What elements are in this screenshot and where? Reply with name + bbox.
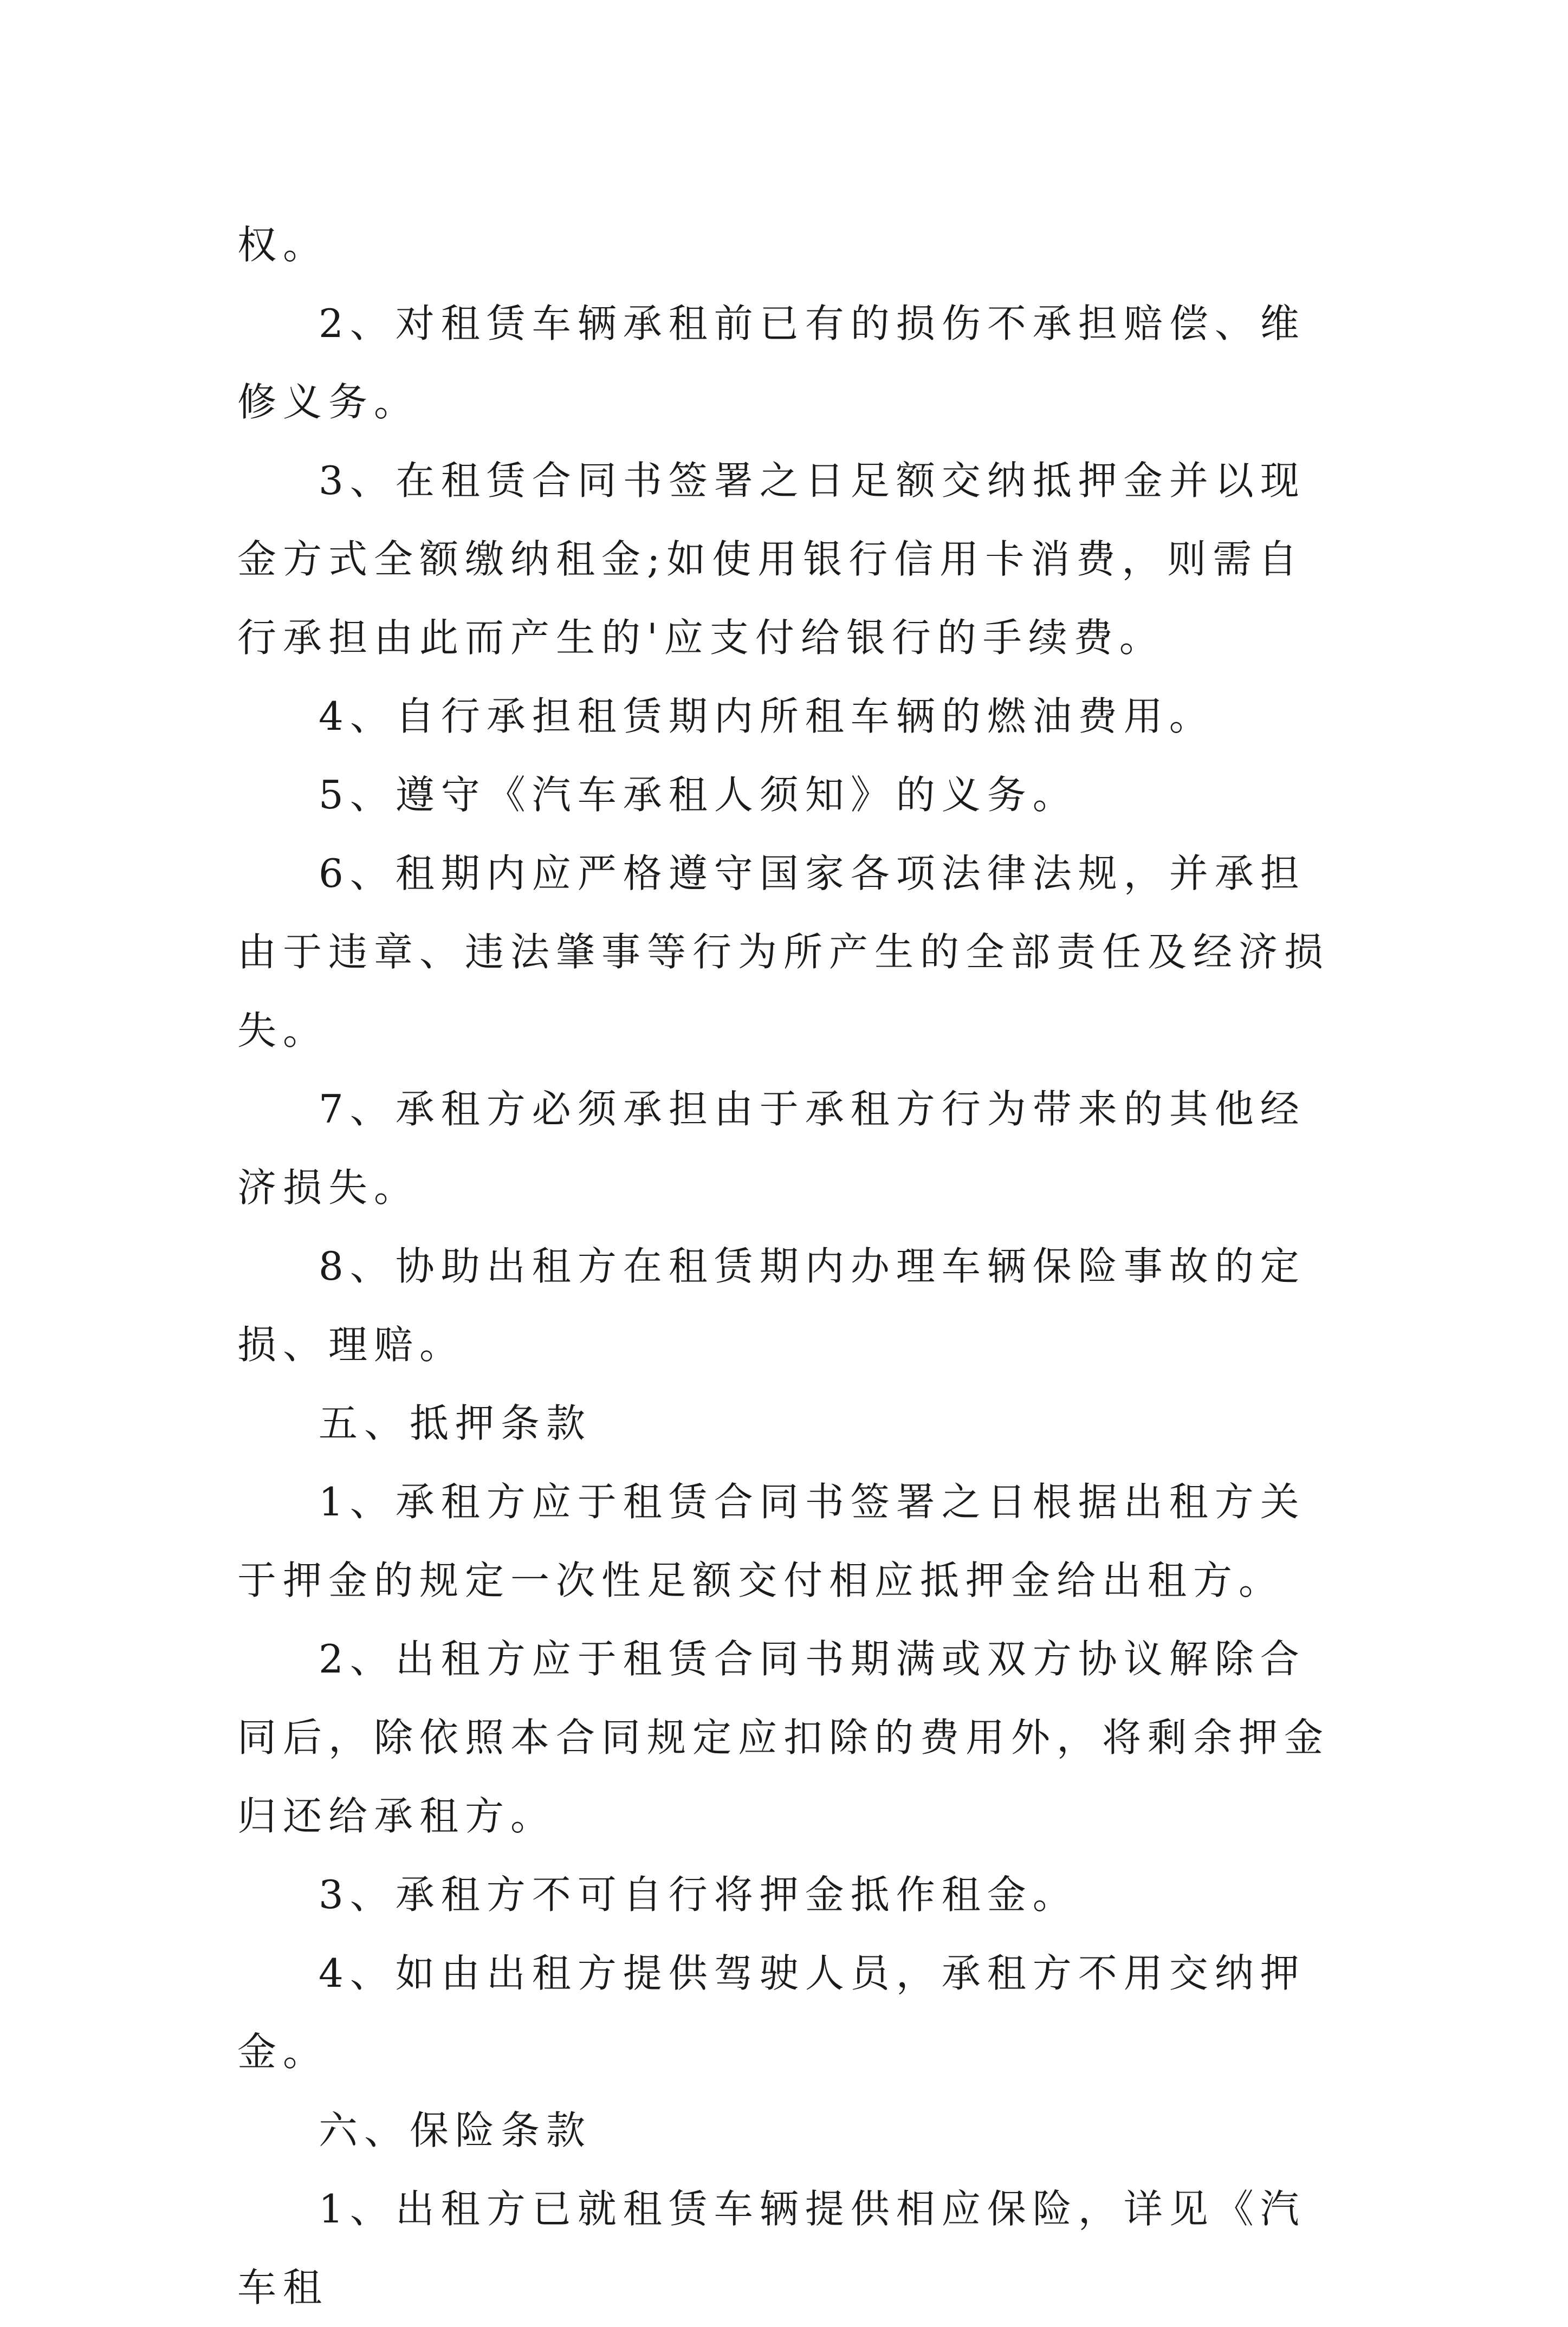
document-body: [237, 206, 1337, 2327]
obligation-item-2: 2、对租赁车辆承租前已有的损伤不承担赔偿、维修义务。: [237, 301, 1306, 425]
deposit-item-2: 2、出租方应于租赁合同书期满或双方协议解除合同后，除依照本合同规定应扣除的费用外，将剩余押金归还给承租方。: [237, 1636, 1330, 1839]
section-heading-deposit: 五、抵押条款: [319, 1401, 592, 1446]
obligation-item-7: 7、承租方必须承担由于承租方行为带来的其他经济损失。: [237, 1086, 1306, 1210]
paragraph-continuation: 权。: [237, 222, 329, 268]
obligation-item-3: 3、在租赁合同书签署之日足额交纳抵押金并以现金方式全额缴纳租金;如使用银行信用卡消费，则需自行承担由此而产生的'应支付给银行的手续费。: [237, 458, 1306, 660]
deposit-item-3: 3、承租方不可自行将押金抵作租金。: [319, 1872, 1078, 1917]
obligation-item-5: 5、遵守《汽车承租人须知》的义务。: [319, 772, 1078, 818]
obligation-item-6: 6、租期内应严格遵守国家各项法律法规，并承担由于违章、违法肇事等行为所产生的全部责任及经济损失。: [237, 851, 1330, 1053]
deposit-item-1: 1、承租方应于租赁合同书签署之日根据出租方关于押金的规定一次性足额交付相应抵押金给出租方。: [237, 1479, 1306, 1603]
deposit-item-4: 4、如由出租方提供驾驶人员，承租方不用交纳押金。: [237, 1950, 1306, 2075]
obligation-item-8: 8、协助出租方在租赁期内办理车辆保险事故的定损、理赔。: [237, 1243, 1306, 1367]
insurance-item-1: 1、出租方已就租赁车辆提供相应保险，详见《汽车租: [237, 2186, 1306, 2310]
obligation-item-4: 4、自行承担租赁期内所租车辆的燃油费用。: [319, 693, 1215, 739]
section-heading-insurance: 六、保险条款: [319, 2108, 592, 2153]
